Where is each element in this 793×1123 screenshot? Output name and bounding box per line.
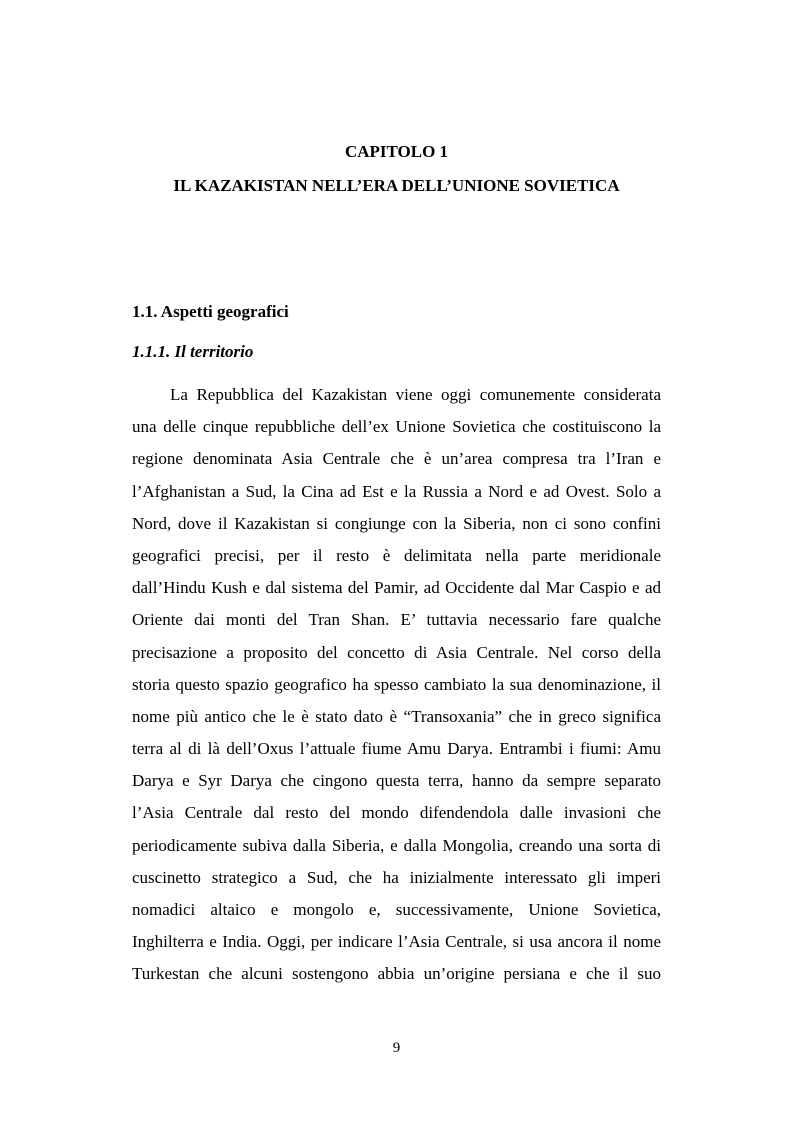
- section-heading: 1.1. Aspetti geografici: [132, 302, 289, 321]
- chapter-label: CAPITOLO 1: [344, 142, 449, 161]
- paragraph-line: Turkestan che alcuni sostengono abbia un’origine persiana e che il suo: [132, 964, 661, 984]
- paragraph-line: nome più antico che le è stato dato è “Transoxania” che in greco significa: [132, 706, 661, 726]
- paragraph-line: Darya e Syr Darya che cingono questa terra, hanno da sempre separato: [132, 771, 661, 791]
- paragraph-line: periodicamente subiva dalla Siberia, e dalla Mongolia, creando una sorta di: [132, 835, 661, 855]
- paragraph-line: dall’Hindu Kush e dal sistema del Pamir, ad Occidente dal Mar Caspio e ad: [132, 578, 661, 598]
- paragraph-line: regione denominata Asia Centrale che è un’area compresa tra l’Iran e: [132, 449, 661, 469]
- page-number: 9: [392, 1040, 401, 1056]
- paragraph-line: terra al di là dell’Oxus l’attuale fiume Amu Darya. Entrambi i fiumi: Amu: [132, 739, 661, 759]
- paragraph-line: nomadici altaico e mongolo e, successivamente, Unione Sovietica,: [132, 900, 661, 919]
- paragraph-line: geografici precisi, per il resto è delimitata nella parte meridionale: [132, 545, 661, 565]
- paragraph-line: La Repubblica del Kazakistan viene oggi comunemente considerata: [170, 385, 661, 404]
- paragraph-line: cuscinetto strategico a Sud, che ha inizialmente interessato gli imperi: [132, 867, 661, 887]
- chapter-title: IL KAZAKISTAN NELL’ERA DELL’UNIONE SOVIETICA: [173, 176, 620, 195]
- paragraph-line: una delle cinque repubbliche dell’ex Unione Sovietica che costituiscono la: [132, 417, 661, 437]
- paragraph-line: storia questo spazio geografico ha spesso cambiato la sua denominazione, il: [132, 674, 661, 694]
- body-paragraph: [132, 379, 661, 991]
- paragraph-line: precisazione a proposito del concetto di Asia Centrale. Nel corso della: [132, 642, 661, 662]
- paragraph-line: l’Afghanistan a Sud, la Cina ad Est e la Russia a Nord e ad Ovest. Solo a: [132, 481, 661, 501]
- paragraph-line: l’Asia Centrale dal resto del mondo difendendola dalle invasioni che: [132, 803, 661, 823]
- subsection-heading: 1.1.1. Il territorio: [132, 342, 254, 361]
- paragraph-line: Oriente dai monti del Tran Shan. E’ tuttavia necessario fare qualche: [132, 610, 661, 630]
- paragraph-line: Inghilterra e India. Oggi, per indicare l’Asia Centrale, si usa ancora il nome: [132, 932, 661, 952]
- paragraph-line: Nord, dove il Kazakistan si congiunge con la Siberia, non ci sono confini: [132, 513, 661, 533]
